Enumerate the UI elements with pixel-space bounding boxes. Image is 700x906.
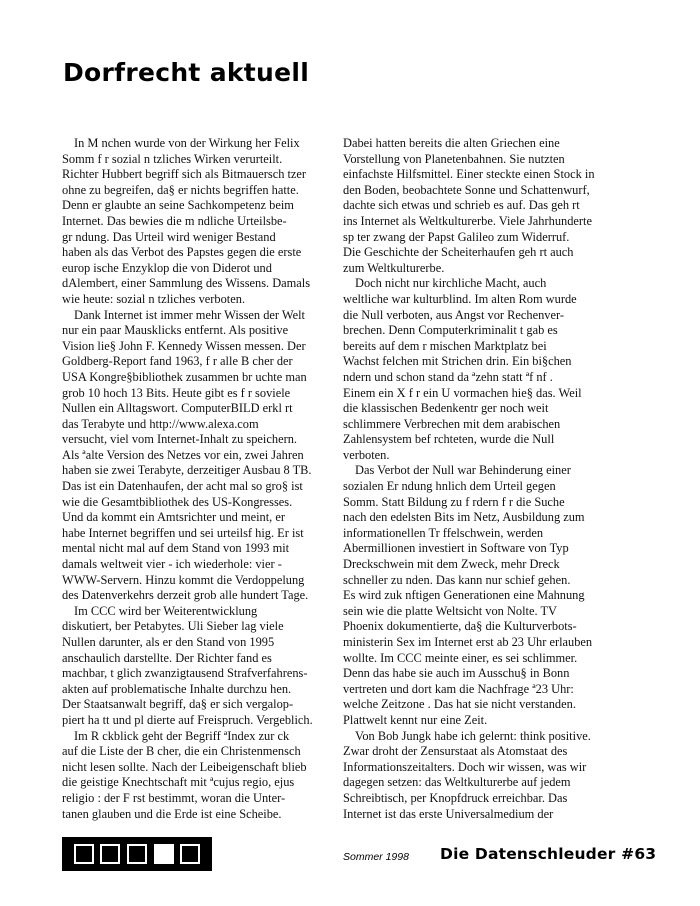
text-line: wie heute: sozial n tzliches verboten.	[62, 291, 246, 306]
text-line: Plattwelt kennt nur eine Zeit.	[343, 712, 488, 727]
logo-square-filled	[74, 844, 94, 864]
text-line: dAlembert, einer Sammlung des Wissens. Damals	[62, 276, 311, 291]
text-line: die geistige Knechtschaft mit ªcujus regio, ejus	[62, 775, 295, 790]
text-line: sein wie die platte Weltsicht von Nolte. TV	[343, 603, 557, 618]
text-line: den Boden, beobachtete Sonne und Schattenwurf,	[343, 182, 590, 197]
text-line: Phoenix dokumentierte, da§ die Kulturverbots-	[343, 619, 577, 634]
text-line: die klassischen Bedenkentr ger noch weit	[343, 401, 549, 416]
left-column	[62, 136, 330, 822]
footer-date: Sommer 1998	[343, 851, 409, 863]
text-line: machbar, t glich zwanzigtausend Strafverfahrens-	[62, 666, 308, 681]
text-line: wie die Gesamtbibliothek des US-Kongresses.	[62, 494, 293, 509]
logo-square-filled	[127, 844, 147, 864]
text-line: habe Internet begriffen und sei urteilsf hig. Er ist	[62, 525, 304, 540]
text-line: vertreten und dort kam die Nachfrage ª23 Uhr:	[343, 681, 574, 696]
text-line: damals weltweit vier - ich wiederhole: vier -	[62, 557, 282, 572]
text-line: schneller zu nden. Das kann nur schief gehen.	[343, 572, 571, 587]
text-line: Schreibtisch, per Knopfdruck erreichbar. Das	[343, 790, 568, 805]
footer-magazine-title: Die Datenschleuder #63	[440, 845, 657, 863]
text-line: Im CCC wird ber Weiterentwicklung	[74, 603, 258, 618]
text-line: Doch nicht nur kirchliche Macht, auch	[355, 276, 547, 291]
text-line: ndern und schon stand da ªzehn statt ªf nf .	[343, 369, 553, 384]
text-line: Das ist ein Datenhaufen, der acht mal so gro§ ist	[62, 479, 303, 494]
footer-logo-boxes	[62, 837, 212, 871]
text-line: haben sie zwei Terabyte, derzeitiger Ausbau 8 TB.	[62, 463, 312, 478]
text-line: grob 10 hoch 13 Bits. Heute gibt es f r soviele	[62, 385, 291, 400]
text-line: Internet ist das erste Universalmedium der	[343, 806, 554, 821]
text-line: Abermillionen investiert in Software von Typ	[343, 541, 569, 556]
text-line: Denn das habe sie auch im Ausschu§ in Bonn	[343, 666, 570, 681]
text-line: Dank Internet ist immer mehr Wissen der Welt	[74, 307, 305, 322]
text-line: nur ein paar Mausklicks entfernt. Als positive	[62, 323, 289, 338]
text-line: In M nchen wurde von der Wirkung her Felix	[74, 136, 300, 150]
text-line: schlimmere Verbrechen mit dem arabischen	[343, 416, 561, 431]
text-line: das Terabyte und http://www.alexa.com	[62, 416, 259, 431]
text-line: diskutiert, ber Petabytes. Uli Sieber lag viele	[62, 619, 284, 634]
text-line: akten auf problematische Inhalte durchzu hen.	[62, 681, 292, 696]
text-line: Informationszeitalters. Doch wir wissen, was wir	[343, 759, 587, 774]
text-line: Internet. Das bewies die m ndliche Urteilsbe-	[62, 213, 287, 228]
text-line: dagegen setzen: das Weltkulturerbe auf jedem	[343, 775, 571, 790]
text-line: Nullen ein Alltagswort. ComputerBILD erkl rt	[62, 401, 293, 416]
text-line: Dabei hatten bereits die alten Griechen eine	[343, 136, 560, 150]
text-line: mental nicht mal auf dem Stand von 1993 mit	[62, 541, 290, 556]
text-line: Richter Hubbert begriff sich als Bitmauersch tzer	[62, 167, 307, 182]
text-line: Somm. Statt Bildung zu f rdern f r die Suche	[343, 494, 565, 509]
right-column	[343, 136, 618, 822]
article-title: Dorfrecht aktuell	[63, 58, 310, 87]
text-line: Es wird zuk nftigen Generationen eine Mahnung	[343, 588, 585, 603]
text-line: einfachste Hilfsmittel. Einer steckte einen Stock in	[343, 167, 595, 182]
text-line: gr ndung. Das Urteil wird weniger Bestand	[62, 229, 276, 244]
logo-square-filled	[180, 844, 200, 864]
text-line: bereits auf dem r mischen Marktplatz bei	[343, 338, 547, 353]
text-line: Vorstellung von Planetenbahnen. Sie nutzten	[343, 151, 565, 166]
text-line: auf die Liste der B cher, die ein Christenmensch	[62, 744, 301, 759]
text-line: versucht, viel vom Internet-Inhalt zu speichern.	[62, 432, 297, 447]
text-line: Vision lie§ John F. Kennedy Wissen messen. Der	[62, 338, 306, 353]
text-line: nicht lesen sollte. Nach der Leibeigenschaft blieb	[62, 759, 307, 774]
text-line: brechen. Denn Computerkriminalit t gab es	[343, 323, 558, 338]
text-line: Im R ckblick geht der Begriff ªIndex zur ck	[74, 728, 290, 743]
text-line: haben als das Verbot des Papstes gegen die erste	[62, 245, 302, 260]
text-line: tanen glauben und die Erde ist eine Scheibe.	[62, 806, 282, 821]
text-line: Von Bob Jungk habe ich gelernt: think positive.	[355, 728, 591, 743]
text-line: zum Weltkulturerbe.	[343, 260, 445, 275]
text-line: Die Geschichte der Scheiterhaufen geh rt auch	[343, 245, 574, 260]
text-line: Einem ein X f r ein U vormachen hie§ das. Weil	[343, 385, 582, 400]
text-line: weltliche war kulturblind. Im alten Rom wurde	[343, 291, 577, 306]
text-line: welche Zeitzone . Das hat sie nicht verstanden.	[343, 697, 576, 712]
text-line: anschaulich darstellte. Der Richter fand es	[62, 650, 272, 665]
text-line: Somm f r sozial n tzliches Wirken verurteilt.	[62, 151, 283, 166]
text-line: ohne zu begreifen, da§ er nichts begriffen hatte.	[62, 182, 299, 197]
text-line: Dreckschwein mit dem Zweck, mehr Dreck	[343, 557, 560, 572]
text-line: dachte sich etwas und schrieb es auf. Das geh rt	[343, 198, 580, 213]
text-line: europ ische Enzyklop die von Diderot und	[62, 260, 272, 275]
text-line: wollte. Im CCC meinte einer, es sei schlimmer.	[343, 650, 578, 665]
text-line: WWW-Servern. Hinzu kommt die Verdoppelung	[62, 572, 305, 587]
text-line: informationellen Tr ffelschwein, werden	[343, 525, 544, 540]
text-line: ins Internet als Weltkulturerbe. Viele Jahrhunderte	[343, 213, 592, 228]
text-line: ministerin Sex im Internet erst ab 23 Uhr erlauben	[343, 635, 593, 649]
text-line: Goldberg-Report fand 1963, f r alle B cher der	[62, 354, 293, 369]
text-line: Zwar droht der Zensurstaat als Atomstaat des	[343, 744, 568, 759]
text-line: religio : der F rst bestimmt, woran die Unter-	[62, 790, 286, 805]
text-line: USA Kongre§bibliothek zusammen br uchte man	[62, 369, 307, 384]
text-line: Der Staatsanwalt begriff, da§ er sich vergalop-	[62, 697, 294, 712]
text-line: Nullen darunter, als er den Stand von 1995	[62, 635, 275, 649]
text-line: Denn er glaubte an seine Sachkompetenz beim	[62, 198, 294, 213]
text-line: piert ha tt und pl dierte auf Freispruch. Vergeblich.	[62, 712, 313, 727]
text-line: Wachst felchen mit Strichen drin. Ein bi§chen	[343, 354, 572, 369]
text-line: Das Verbot der Null war Behinderung einer	[355, 463, 571, 478]
text-line: Als ªalte Version des Netzes vor ein, zwei Jahren	[62, 447, 304, 462]
text-line: nach den edelsten Bits im Netz, Ausbildung zum	[343, 510, 585, 525]
logo-square-empty	[154, 844, 174, 864]
text-line: die Null verboten, aus Angst vor Rechenver-	[343, 307, 565, 322]
text-line: sozialen Er ndung hnlich dem Urteil gegen	[343, 479, 556, 494]
text-line: sp ter zwang der Papst Galileo zum Widerruf.	[343, 229, 570, 244]
logo-square-filled	[100, 844, 120, 864]
text-line: verboten.	[343, 447, 390, 462]
text-line: Und da kommt ein Amtsrichter und meint, er	[62, 510, 285, 525]
text-line: Zahlensystem bef rchteten, wurde die Null	[343, 432, 555, 447]
text-line: des Datenverkehrs derzeit grob alle hundert Tage.	[62, 588, 309, 603]
